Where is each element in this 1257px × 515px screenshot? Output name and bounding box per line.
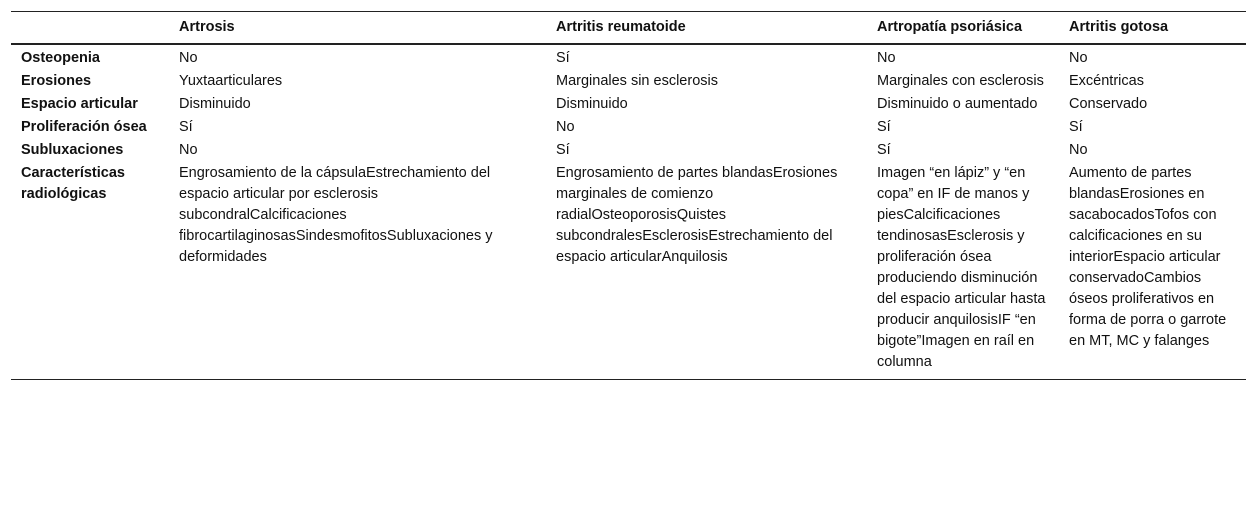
row-label: Osteopenia bbox=[21, 50, 100, 66]
table-cell: Marginales con esclerosis bbox=[877, 73, 1044, 89]
table-cell: Sí bbox=[556, 142, 570, 158]
table-cell: No bbox=[877, 50, 896, 66]
header-artritis-gotosa: Artritis gotosa bbox=[1069, 19, 1169, 35]
table-cell: Aumento de partes blandasErosiones en sacabocadosTofos con calcificaciones en su interiorEspacio articular conservadoCambios óseos proliferativos en forma de porra o garrote en MT, MC y falanges bbox=[1069, 165, 1227, 349]
table-cell: No bbox=[179, 142, 198, 158]
header-artrosis: Artrosis bbox=[179, 19, 235, 35]
table-cell: Sí bbox=[877, 119, 891, 135]
header-artropatia-psoriasica: Artropatía psoriásica bbox=[877, 19, 1023, 35]
table-cell: Imagen “en lápiz” y “en copa” en IF de manos y piesCalcificaciones tendinosasEsclerosis y proliferación ósea produciendo disminución del espacio articular hasta producir anquilosisIF “en bigote”Imagen en raíl en columna bbox=[877, 165, 1046, 370]
row-label: Espacio articular bbox=[21, 96, 138, 112]
table-cell: No bbox=[1069, 50, 1088, 66]
row-label: Subluxaciones bbox=[21, 142, 124, 158]
table-cell: Marginales sin esclerosis bbox=[556, 73, 718, 89]
header-row bbox=[11, 12, 1246, 45]
row-label: Proliferación ósea bbox=[21, 119, 147, 135]
table-row bbox=[11, 161, 1246, 380]
table-cell: No bbox=[556, 119, 575, 135]
comparison-table bbox=[11, 11, 1246, 380]
row-label: Erosiones bbox=[21, 73, 92, 89]
row-label: Características radiológicas bbox=[21, 165, 125, 202]
table-cell: Disminuido bbox=[556, 96, 628, 112]
table-row bbox=[11, 138, 1246, 161]
table-row bbox=[11, 44, 1246, 69]
table-cell: Engrosamiento de partes blandasErosiones marginales de comienzo radialOsteoporosisQuistes subcondralesEsclerosisEstrechamiento del espacio articularAnquilosis bbox=[556, 165, 838, 265]
table-cell: Sí bbox=[877, 142, 891, 158]
table-cell: Sí bbox=[556, 50, 570, 66]
table-row bbox=[11, 115, 1246, 138]
table-cell: Excéntricas bbox=[1069, 73, 1144, 89]
table-cell: No bbox=[179, 50, 198, 66]
table-cell: Yuxtaarticulares bbox=[179, 73, 283, 89]
table-cell: Engrosamiento de la cápsulaEstrechamiento del espacio articular por esclerosis subcondralCalcificaciones fibrocartilaginosasSindesmofitosSubluxaciones y deformidades bbox=[179, 165, 493, 265]
table-cell: Disminuido o aumentado bbox=[877, 96, 1038, 112]
table-row bbox=[11, 92, 1246, 115]
table-cell: No bbox=[1069, 142, 1088, 158]
table-row bbox=[11, 69, 1246, 92]
table-cell: Sí bbox=[179, 119, 193, 135]
table-cell: Sí bbox=[1069, 119, 1083, 135]
table-cell: Conservado bbox=[1069, 96, 1148, 112]
header-artritis-reumatoide: Artritis reumatoide bbox=[556, 19, 686, 35]
table-cell: Disminuido bbox=[179, 96, 251, 112]
header-cell-empty bbox=[11, 12, 169, 45]
